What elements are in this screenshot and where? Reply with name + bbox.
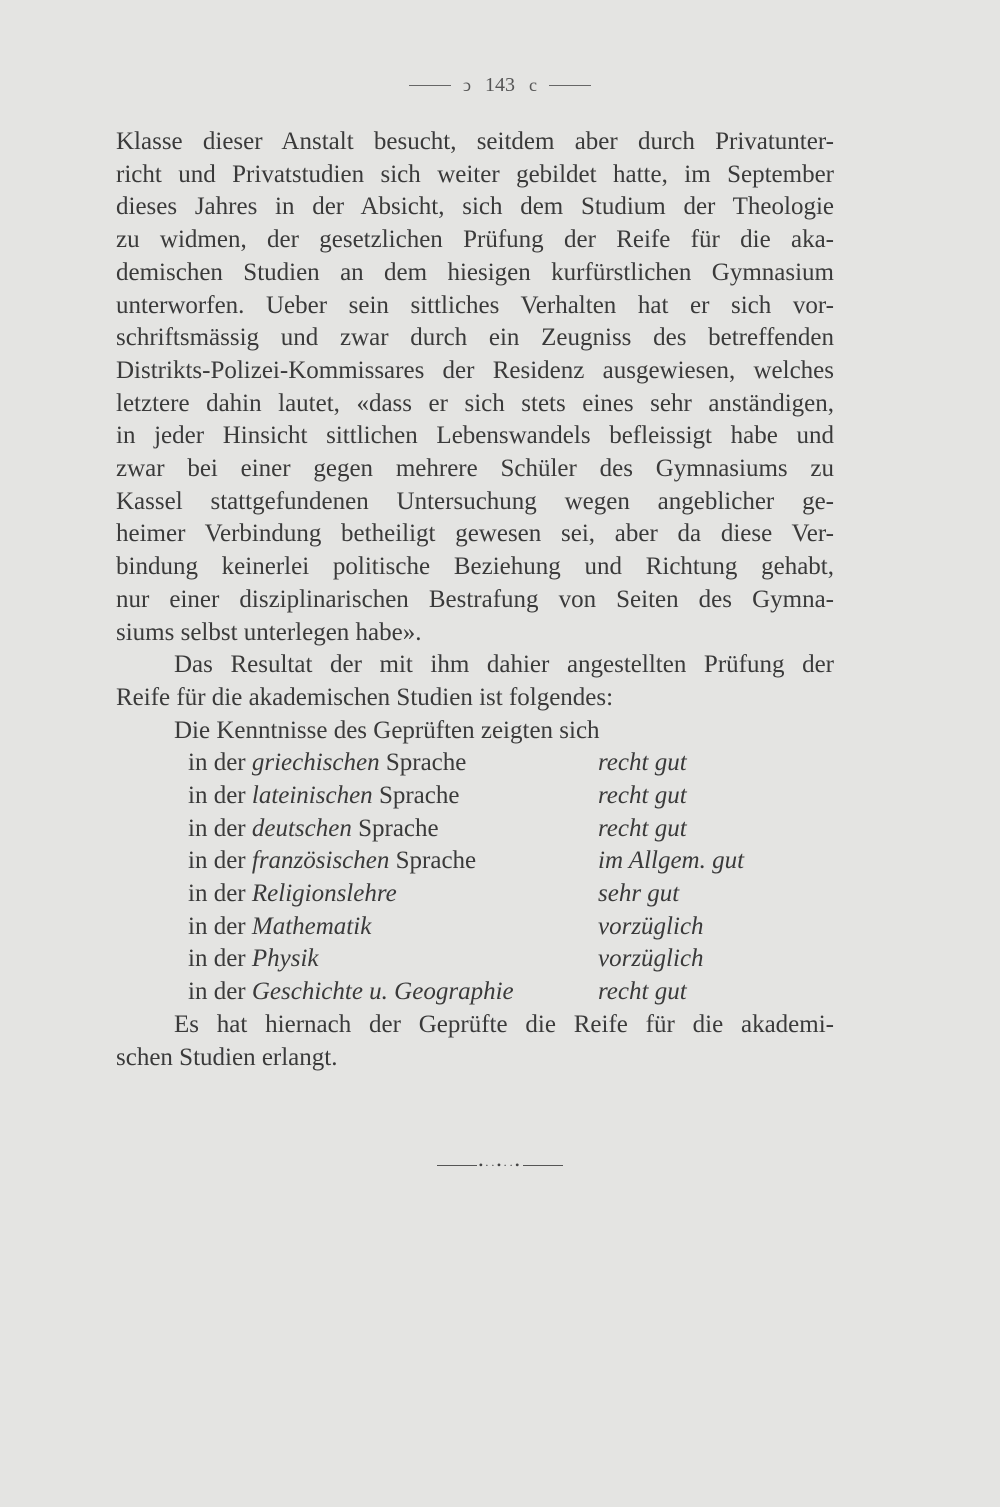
grade-row (116, 943, 834, 976)
header-ornament-right: c (529, 75, 537, 95)
text-line: Distrikts-Polizei-Kommissares der Residenz ausgewiesen, welches (116, 356, 834, 384)
text-line: zwar bei einer gegen mehrere Schüler des Gymnasiums zu (116, 455, 834, 483)
grade-subject: in der Religionslehre (188, 880, 397, 908)
text-line: Es hat hiernach der Geprüfte die Reife für die akademi- (174, 1010, 834, 1038)
grade-row (116, 845, 834, 878)
text-line: schriftsmässig und zwar durch ein Zeugniss des betreffenden (116, 324, 834, 352)
text-line: Reife für die akademischen Studien ist folgendes: (116, 683, 614, 711)
body-text (116, 126, 834, 1074)
end-ornament (0, 1158, 1000, 1173)
grade-subject: in der Geschichte u. Geographie (188, 978, 514, 1006)
grade-row (116, 976, 834, 1009)
grade-subject: in der Mathematik (188, 912, 372, 940)
grade-subject: in der deutschen Sprache (188, 814, 439, 842)
text-line: dieses Jahres in der Absicht, sich dem Studium der Theologie (116, 193, 834, 221)
ornament-rule-right (523, 1165, 563, 1166)
grade-mark: im Allgem. gut (598, 847, 745, 875)
text-line: heimer Verbindung betheiligt gewesen sei, aber da diese Ver- (116, 520, 834, 548)
page-number: 143 (485, 74, 515, 96)
grade-subject: in der französischen Sprache (188, 847, 477, 875)
text-line: nur einer disziplinarischen Bestrafung von Seiten des Gymna- (116, 585, 834, 613)
text-line: Die Kenntnisse des Geprüften zeigten sich (174, 716, 600, 744)
grade-mark: vorzüglich (598, 912, 704, 940)
header-ornament-left: ↄ (463, 75, 471, 95)
grade-mark: vorzüglich (598, 945, 704, 973)
text-line: Kassel stattgefundenen Untersuchung wegen angeblicher ge- (116, 487, 834, 515)
grade-mark: recht gut (598, 814, 687, 842)
paragraph-2 (116, 649, 834, 714)
ornament-dots: •··•··• (478, 1158, 522, 1172)
paragraph-1 (116, 126, 834, 649)
paragraph-4 (116, 1009, 834, 1074)
grade-mark: recht gut (598, 749, 687, 777)
grade-subject: in der lateinischen Sprache (188, 782, 460, 810)
header-rule-right (549, 85, 591, 86)
grades-list (116, 747, 834, 1009)
grade-row (116, 813, 834, 846)
grade-row (116, 878, 834, 911)
grade-mark: recht gut (598, 782, 687, 810)
text-line: in jeder Hinsicht sittlichen Lebenswandels befleissigt habe und (116, 422, 834, 450)
text-line: unterworfen. Ueber sein sittliches Verhalten hat er sich vor- (116, 291, 834, 319)
header-rule-left (409, 85, 451, 86)
text-line: Klasse dieser Anstalt besucht, seitdem aber durch Privatunter- (116, 128, 834, 155)
grade-mark: recht gut (598, 978, 687, 1006)
page-header (0, 74, 1000, 97)
text-line: richt und Privatstudien sich weiter gebildet hatte, im September (116, 160, 834, 188)
grade-mark: sehr gut (598, 880, 680, 908)
text-line: letztere dahin lautet, «dass er sich stets eines sehr anständigen, (116, 389, 834, 417)
text-line: schen Studien erlangt. (116, 1043, 338, 1071)
grade-row (116, 780, 834, 813)
text-line: Das Resultat der mit ihm dahier angestellten Prüfung der (174, 651, 834, 679)
grade-subject: in der Physik (188, 945, 319, 973)
text-line: zu widmen, der gesetzlichen Prüfung der Reife für die aka- (116, 226, 834, 254)
text-line: bindung keinerlei politische Beziehung und Richtung gehabt, (116, 553, 834, 581)
grade-row (116, 747, 834, 780)
ornament-rule-left (437, 1165, 477, 1166)
text-line: siums selbst unterlegen habe». (116, 618, 422, 646)
paragraph-3 (116, 715, 834, 748)
grade-subject: in der griechischen Sprache (188, 749, 467, 777)
text-line: demischen Studien an dem hiesigen kurfürstlichen Gymnasium (116, 258, 834, 286)
grade-row (116, 911, 834, 944)
